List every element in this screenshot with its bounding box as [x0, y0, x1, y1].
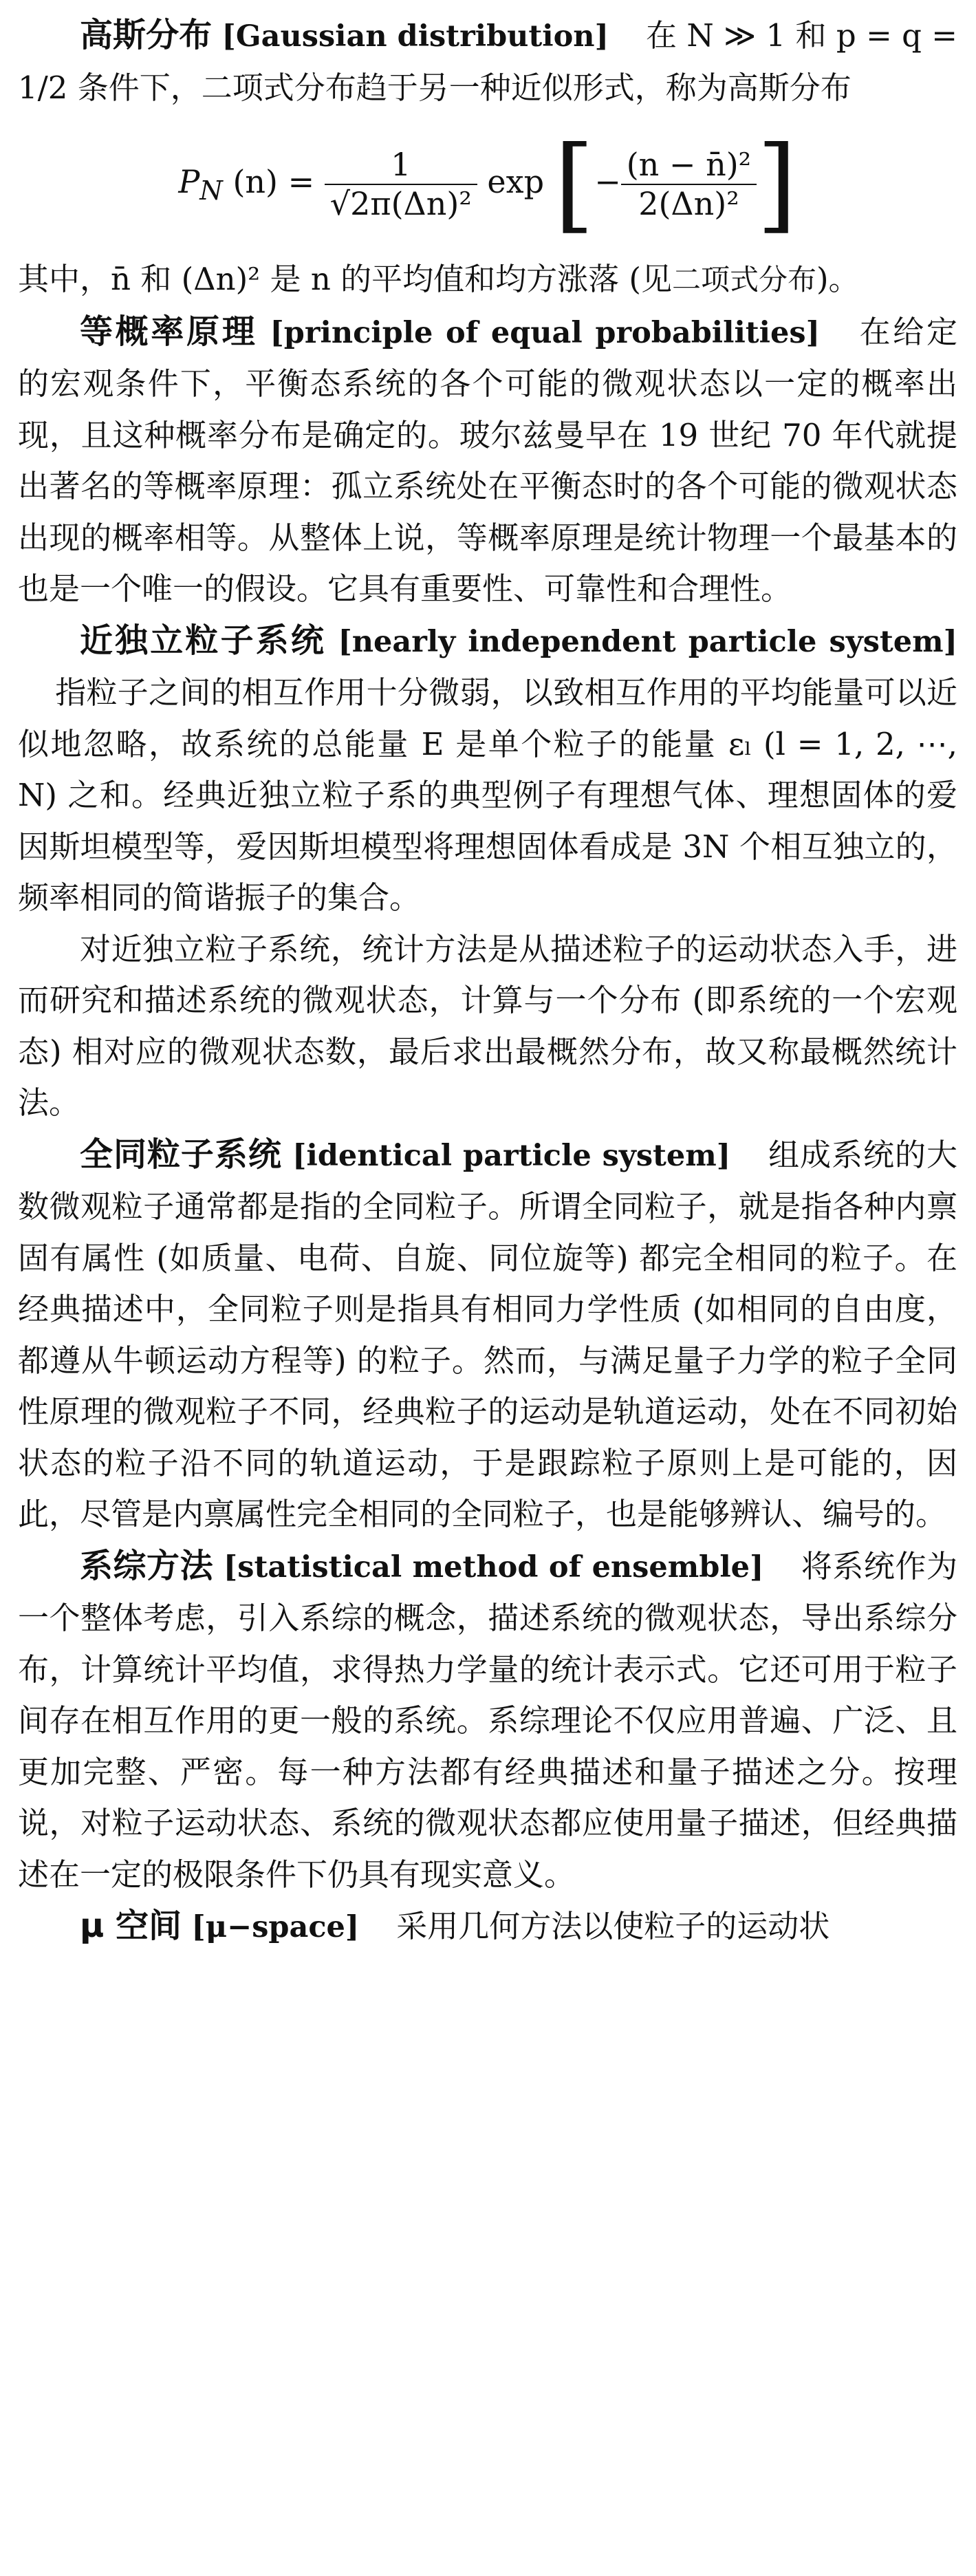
entry-body: )。 — [816, 261, 860, 297]
formula-inner-numerator: (n − n̄)² — [626, 145, 752, 183]
entry-nearly-independent-para2: 对近独立粒子系统，统计方法是从描述粒子的运动状态入手，进而研究和描述系统的微观状态，计算与一个分布 (即系统的一个宏观态) 相对应的微观状态数，最后求出最概然分布，故又称最概然统计法。 — [18, 930, 957, 1121]
formula-numerator: 1 — [391, 145, 411, 183]
entry-body: 在给定的宏观条件下，平衡态系统的各个可能的微观状态以一定的概率出现，且这种概率分布是确定的。玻尔兹曼早在 19 世纪 70 年代就提出著名的等概率原理：孤立系统处在平衡态时的各个可能的微观状态出现的概率相等。从整体上说，等概率原理是统计物理一个最基本的也是一个唯一的假设。它具有重要性、可靠性和合理性。 — [18, 313, 957, 607]
formula-inner-denominator: 2(Δn)² — [621, 184, 757, 223]
entry-heading: 近独立粒子系统 — [80, 621, 326, 660]
entry-heading: μ 空间 — [80, 1907, 182, 1945]
entry-english-term: [statistical method of ensemble] — [223, 1549, 764, 1585]
entry-english-term: [Gaussian distribution] — [221, 19, 609, 54]
entry-gaussian — [18, 10, 957, 114]
entry-ensemble-method — [18, 1541, 957, 1901]
entry-heading: 系综方法 — [80, 1546, 214, 1585]
formula-lhs-sub: N — [199, 175, 223, 207]
entry-equal-probabilities — [18, 306, 957, 615]
entry-heading: 等概率原理 — [80, 312, 258, 351]
entry-heading: 高斯分布 — [80, 16, 213, 54]
entry-body: 采用几何方法以使粒子的运动状 — [396, 1908, 830, 1944]
document-page — [18, 10, 957, 1953]
cross-reference: 二项式分布 — [671, 263, 816, 297]
left-bracket: [ — [554, 125, 595, 244]
formula-lhs: P — [178, 163, 200, 200]
entry-english-term: [principle of equal probabilities] — [270, 315, 820, 350]
entry-english-term: [nearly independent particle system] — [338, 624, 957, 659]
entry-identical-particle — [18, 1129, 957, 1541]
entry-english-term: [μ−space] — [191, 1910, 360, 1944]
entry-english-term: [identical particle system] — [292, 1138, 731, 1173]
entry-mu-space — [18, 1900, 957, 1953]
formula-lhs-arg: (n) = — [232, 163, 315, 200]
gaussian-formula: $P_N$ (n) = $\frac{1}{\text{√2π(Δn)²}}$ exp [− $\frac{\text{(n − n̄)²}}{\text{2(Δn)²}}$ ] — [178, 125, 797, 244]
entry-body: 组成系统的大数微观粒子通常都是指的全同粒子。所谓全同粒子，就是指各种内禀固有属性 (如质量、电荷、自旋、同位旋等) 都完全相同的粒子。在经典描述中，全同粒子则是指具有相同力学性质 (如相同的自由度，都遵从牛顿运动方程等) 的粒子。然而，与满足量子力学的粒子全同性原理的微观粒子不同，经典粒子的运动是轨道运动，处在不同初始状态的粒子沿不同的轨道运动，于是跟踪粒子原则上是可能的，因此，尽管是内禀属性完全相同的全同粒子，也是能够辨认、编号的。 — [18, 1136, 957, 1532]
entry-gaussian-tail — [18, 254, 957, 306]
entry-body: 在 N ≫ 1 和 p = q = 1/2 条件下，二项式分布趋于另一种近似形式，称为高斯分布 — [18, 17, 957, 106]
entry-heading: 全同粒子系统 — [80, 1135, 282, 1174]
formula-fraction — [325, 146, 477, 223]
entry-body: 指粒子之间的相互作用十分微弱，以致相互作用的平均能量可以近似地忽略，故系统的总能量 E 是单个粒子的能量 εₗ (l = 1, 2, ⋯, N) 之和。经典近独立粒子系的典型例子有理想气体、理想固体的爱因斯坦模型等，爱因斯坦模型将理想固体看成是 3N 个相互独立的，频率相同的简谐振子的集合。 — [18, 674, 957, 916]
formula-denominator: √2π(Δn)² — [325, 184, 477, 223]
entry-body: 其中，n̄ 和 (Δn)² 是 n 的平均值和均方涨落 (见 — [18, 261, 672, 297]
right-bracket: ] — [757, 125, 797, 244]
formula-inner-fraction — [621, 146, 757, 223]
entry-nearly-independent — [18, 615, 957, 924]
entry-body: 将系统作为一个整体考虑，引入系综的概念，描述系统的微观状态，导出系综分布，计算统计平均值，求得热力学量的统计表示式。它还可用于粒子间存在相互作用的更一般的系统。系综理论不仅应用普遍、广泛、且更加完整、严密。每一种方法都有经典描述和量子描述之分。按理说，对粒子运动状态、系统的微观状态都应使用量子描述，但经典描述在一定的极限条件下仍具有现实意义。 — [18, 1547, 957, 1893]
formula-exp: exp — [487, 163, 545, 200]
